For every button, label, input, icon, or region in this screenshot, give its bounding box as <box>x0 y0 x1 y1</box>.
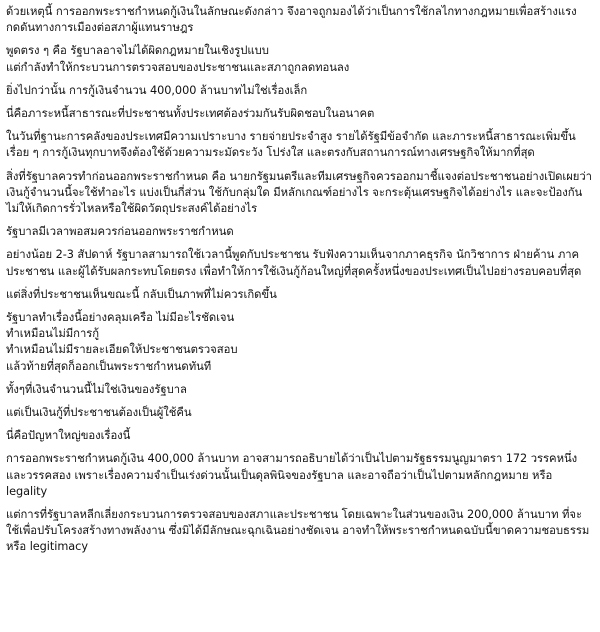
paragraph: แต่เป็นเงินกู้ที่ประชาชนต้องเป็นผู้ใช้คืน <box>6 406 192 420</box>
paragraph: ด้วยเหตุนี้ การออกพระราชกำหนดกู้เงินในลักษณะดังกล่าว จึงอาจถูกมองได้ว่าเป็นการใช้กลไกทางกฎหมายเพื่อสร้างแรงกดดันทางการเมืองต่อสภาผู้แทนราษฎร <box>6 5 577 35</box>
paragraph: ยิ่งไปกว่านั้น การกู้เงินจำนวน 400,000 ล้านบาทไม่ใช่เรื่องเล็ก <box>6 83 308 97</box>
paragraph: ทั้งๆที่เงินจำนวนนี้ไม่ใช่เงินของรัฐบาล <box>6 382 187 396</box>
paragraph: รัฐบาลทำเรื่องนี้อย่างคลุมเครือ ไม่มีอะไรชัดเจน ทำเหมือนไม่มีการกู้ ทำเหมือนไม่มีรายละเอียดให้ประชาชนตรวจสอบ แล้วท้ายที่สุดก็ออกเป็นพระราชกำหนดทันที <box>6 311 238 373</box>
paragraph: แต่สิ่งที่ประชาชนเห็นขณะนี้ กลับเป็นภาพที่ไม่ควรเกิดขึ้น <box>6 287 277 301</box>
paragraph: นี่คือปัญหาใหญ่ของเรื่องนี้ <box>6 429 131 443</box>
paragraph: อย่างน้อย 2-3 สัปดาห์ รัฐบาลสามารถใช้เวลานี้พูดกับประชาชน รับฟังความเห็นจากภาคธุรกิจ นักวิชาการ ฝ่ายค้าน ภาคประชาชน และผู้ได้รับผลกระทบโดยตรง เพื่อทำให้การใช้เงินกู้ก้อนใหญ่ที่สุดครั้งหนึ่งของประเทศเป็นไปอย่างรอบคอบที่สุด <box>6 248 582 278</box>
paragraph: สิ่งที่รัฐบาลควรทำก่อนออกพระราชกำหนด คือ นายกรัฐมนตรีและทีมเศรษฐกิจควรออกมาชี้แจงต่อประชาชนอย่างเปิดเผยว่า เงินกู้จำนวนนี้จะใช้ทำอะไร แบ่งเป็นกี่ส่วน ใช้กับกลุ่มใด มีหลักเกณฑ์อย่างไร จะกระตุ้นเศรษฐกิจได้อย่างไร และจะป้องกันไม่ให้เกิดการรั่วไหลหรือใช้ผิดวัตถุประสงค์ได้อย่างไร <box>6 169 592 216</box>
paragraph: ในวันที่ฐานะการคลังของประเทศมีความเปราะบาง รายจ่ายประจำสูง รายได้รัฐมีข้อจำกัด และภาระหนี้สาธารณะเพิ่มขึ้นเรื่อย ๆ การกู้เงินทุกบาทจึงต้องใช้ด้วยความระมัดระวัง โปร่งใส และตรงกับสถานการณ์ทางเศรษฐกิจให้มากที่สุด <box>6 130 576 160</box>
paragraph: รัฐบาลมีเวลาพอสมควรก่อนออกพระราชกำหนด <box>6 225 234 239</box>
paragraph: พูดตรง ๆ คือ รัฐบาลอาจไม่ได้ผิดกฎหมายในเชิงรูปแบบ แต่กำลังทำให้กระบวนการตรวจสอบของประชาชนและสภาถูกลดทอนลง <box>6 44 350 74</box>
paragraph: การออกพระราชกำหนดกู้เงิน 400,000 ล้านบาท อาจสามารถอธิบายได้ว่าเป็นไปตามรัฐธรรมนูญมาตรา 172 วรรคหนึ่งและวรรคสอง เพราะเรื่องความจำเป็นเร่งด่วนนั้นเป็นดุลพินิจของรัฐบาล และอาจถือว่าเป็นไปตามหลักกฎหมาย หรือ legality <box>6 452 578 498</box>
paragraph: นี่คือภาระหนี้สาธารณะที่ประชาชนทั้งประเทศต้องร่วมกันรับผิดชอบในอนาคต <box>6 107 375 121</box>
paragraph: แต่การที่รัฐบาลหลีกเลี่ยงกระบวนการตรวจสอบของสภาและประชาชน โดยเฉพาะในส่วนของเงิน 200,000 ล้านบาท ที่จะใช้เพื่อปรับโครงสร้างทางพลังงาน ซึ่งมิได้มีลักษณะฉุกเฉินอย่างชัดเจน อาจทำให้พระราชกำหนดฉบับนี้ขาดความชอบธรรม หรือ legitimacy <box>6 508 590 554</box>
